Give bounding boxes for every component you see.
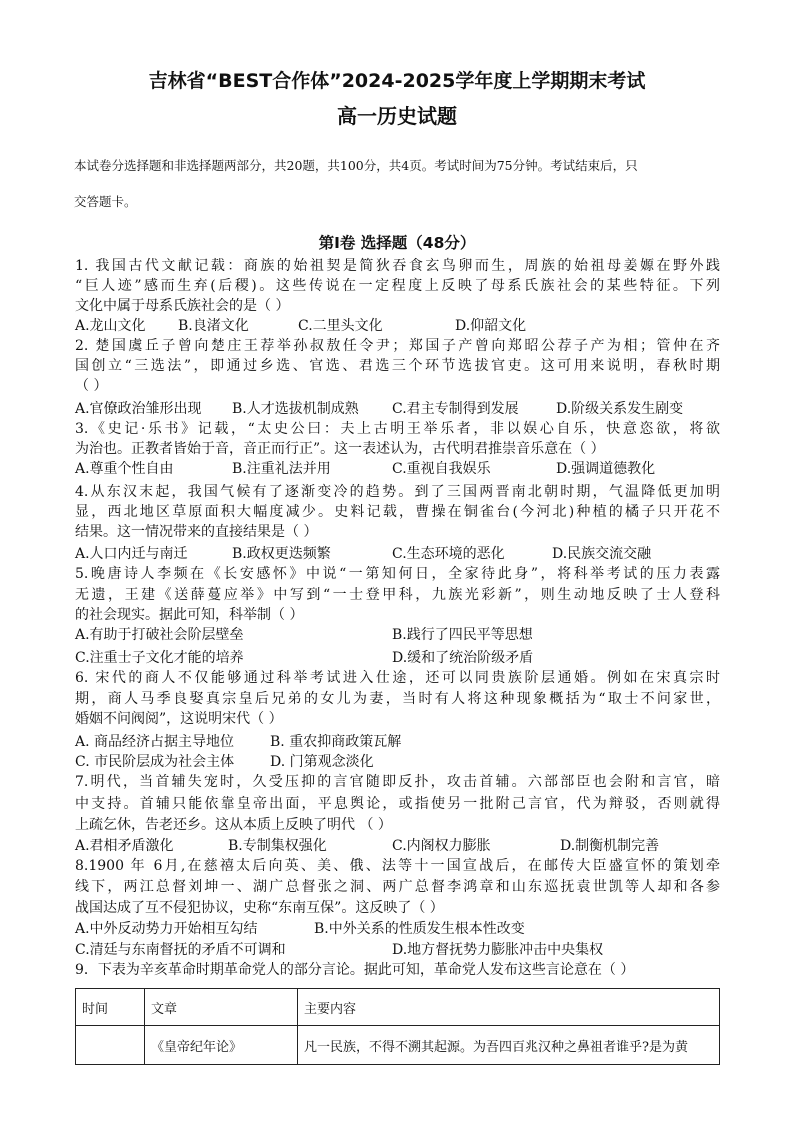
exam-title: 吉林省“BEST合作体”2024-2025学年度上学期期末考试 (148, 70, 646, 92)
question-7-option-d: D.制衡机制完善 (560, 838, 660, 854)
question-6-option-c: C. 市民阶层成为社会主体 (75, 754, 235, 770)
question-8-option-d: D.地方督抚势力膨胀冲击中央集权 (392, 942, 604, 958)
question-5-line: 无遗，王建《送薛蔓应举》中写到“一士登甲科，九族光彩新”，则生动地反映了士人登科 (75, 587, 720, 603)
question-1-option-c: C.二里头文化 (298, 318, 383, 334)
question-2-line: 2. 楚国虞丘子曾向楚庄王荐举孙叔敖任令尹；郑国子产曾向郑昭公荐子产为相；管仲在齐 (75, 338, 720, 354)
question-2-option-b: B.人才选拔机制成熟 (232, 401, 359, 417)
question-2-line: 国创立“三选法”，即通过乡选、官选、君选三个环节选拔官吏。这可用来说明，春秋时期 (75, 358, 720, 374)
question-4-option-b: B.政权更迭频繁 (232, 546, 331, 562)
table-cell-article: 《皇帝纪年论》 (145, 1026, 298, 1065)
table-header-article: 文章 (145, 989, 298, 1026)
intro-line: 交答题卡。 (74, 194, 137, 209)
section-title: 第Ⅰ卷 选择题（48分） (318, 234, 476, 252)
question-2-option-d: D.阶级关系发生剧变 (556, 401, 684, 417)
question-3-option-d: D.强调道德教化 (556, 461, 656, 477)
question-6-option-d: D. 门第观念淡化 (270, 754, 374, 770)
table-header-row (76, 989, 720, 1026)
question-1-option-a: A.龙山文化 (75, 318, 146, 334)
question-2-option-c: C.君主专制得到发展 (392, 401, 519, 417)
question-7-option-b: B.专制集权强化 (228, 838, 327, 854)
question-7-line: 上疏乞休，告老还乡。这从本质上反映了明代 （ ） (75, 817, 392, 833)
question-4-option-c: C.生态环境的恶化 (392, 546, 505, 562)
question-1-option-d: D.仰韶文化 (455, 318, 527, 334)
question-5-option-d: D.缓和了统治阶级矛盾 (392, 650, 534, 666)
question-4-line: 显，西北地区草原面积大幅度减少。史料记载，曹操在铜雀台(今河北)种植的橘子只开花不 (75, 504, 720, 520)
question-5-option-b: B.践行了四民平等思想 (392, 627, 533, 643)
question-8-option-a: A.中外反动势力开始相互勾结 (75, 921, 258, 937)
question-6-option-a: A. 商品经济占据主导地位 (75, 734, 235, 750)
question-3-option-a: A.尊重个性自由 (75, 461, 174, 477)
question-2-option-a: A.官僚政治雏形出现 (75, 401, 202, 417)
question-8-option-c: C.清廷与东南督抚的矛盾不可调和 (75, 942, 286, 958)
question-5-option-a: A.有助于打破社会阶层壁垒 (75, 627, 244, 643)
question-1-line: 文化中属于母系氏族社会的是（ ） (75, 298, 290, 314)
table-header-content: 主要内容 (298, 989, 720, 1026)
question-7-line: 中支持。首辅只能依靠皇帝出面，平息舆论，或指使另一批附己言官，代为辩驳，否则就得 (75, 796, 720, 812)
question-8-line: 线下，两江总督刘坤一、湖广总督张之洞、两广总督李鸿章和山东巡抚袁世凯等人却和各参 (75, 879, 720, 895)
question-1-line: 1. 我国古代文献记载：商族的始祖契是简狄吞食玄鸟卵而生，周族的始祖母姜嫄在野外践 (75, 258, 720, 274)
question-6-line: 6. 宋代的商人不仅能够通过科举考试进入仕途，还可以同贵族阶层通婚。例如在宋真宗时 (75, 670, 720, 686)
intro-line: 本试卷分选择题和非选择题两部分，共20题，共100分，共4页。考试时间为75分钟。考试结束后，只 (74, 158, 638, 173)
question-6-line: 期，商人马季良娶真宗皇后兄弟的女儿为妻，当时有人将这种现象概括为“取士不问家世， (75, 691, 720, 707)
table-row (76, 1026, 720, 1065)
question-4-option-d: D.民族交流交融 (552, 546, 652, 562)
question-7-option-a: A.君相矛盾激化 (75, 838, 174, 854)
question-6-option-b: B. 重农抑商政策瓦解 (270, 734, 402, 750)
question-4-line: 4.从东汉末起，我国气候有了逐渐变冷的趋势。到了三国两晋南北朝时期，气温降低更加明 (75, 484, 720, 500)
question-7-option-c: C.内阁权力膨胀 (392, 838, 491, 854)
question-1-line: “巨人迹”感而生弃(后稷)。这些传说在一定程度上反映了母系氏族社会的某些特征。下列 (75, 278, 720, 294)
question-8-line: 战国达成了互不侵犯协议，史称“东南互保”。这反映了（ ） (75, 900, 444, 916)
question-3-line: 为治也。正教者皆始于音，音正而行正”。这一表述认为，古代明君推崇音乐意在（ ） (75, 441, 605, 457)
question-6-line: 婚姻不问阀阅”，这说明宋代（ ） (75, 711, 283, 727)
question-5-option-c: C.注重士子文化才能的培养 (75, 650, 244, 666)
table-cell-time (76, 1026, 145, 1065)
question-2-line: （ ） (75, 378, 108, 394)
question-8-line: 8.1900 年 6月,在慈禧太后向英、美、俄、法等十一国宣战后，在邮传大臣盛宣怀的策划牵 (75, 858, 720, 874)
question-3-line: 3.《史记·乐书》记载，“太史公曰：夫上古明王举乐者，非以娱心自乐，快意恣欲，将欲 (75, 421, 720, 437)
question-7-line: 7.明代，当首辅失宠时，久受压抑的言官随即反扑，攻击首辅。六部部臣也会附和言官，暗 (75, 774, 720, 790)
question-8-option-b: B.中外关系的性质发生根本性改变 (314, 921, 525, 937)
exam-subtitle: 高一历史试题 (337, 104, 457, 128)
question-4-line: 结果。这一情况带来的直接结果是（ ） (75, 524, 318, 540)
question-5-line: 的社会现实。据此可知，科举制（ ） (75, 607, 304, 623)
table-cell-content: 凡一民族，不得不溯其起源。为吾四百兆汉种之鼻祖者谁乎?是为黄 (298, 1026, 720, 1065)
question-9-line: 9．下表为辛亥革命时期革命党人的部分言论。据此可知，革命党人发布这些言论意在（ ） (75, 962, 635, 978)
question-3-option-c: C.重视自我娱乐 (392, 461, 491, 477)
question-5-line: 5.晚唐诗人李频在《长安感怀》中说“一第知何日，全家待此身”，将科举考试的压力表露 (75, 566, 720, 582)
question-3-option-b: B.注重礼法并用 (232, 461, 331, 477)
table-header-time: 时间 (76, 989, 145, 1026)
question-4-option-a: A.人口内迁与南迁 (75, 546, 188, 562)
question-1-option-b: B.良渚文化 (178, 318, 249, 334)
speech-table (75, 988, 720, 1065)
